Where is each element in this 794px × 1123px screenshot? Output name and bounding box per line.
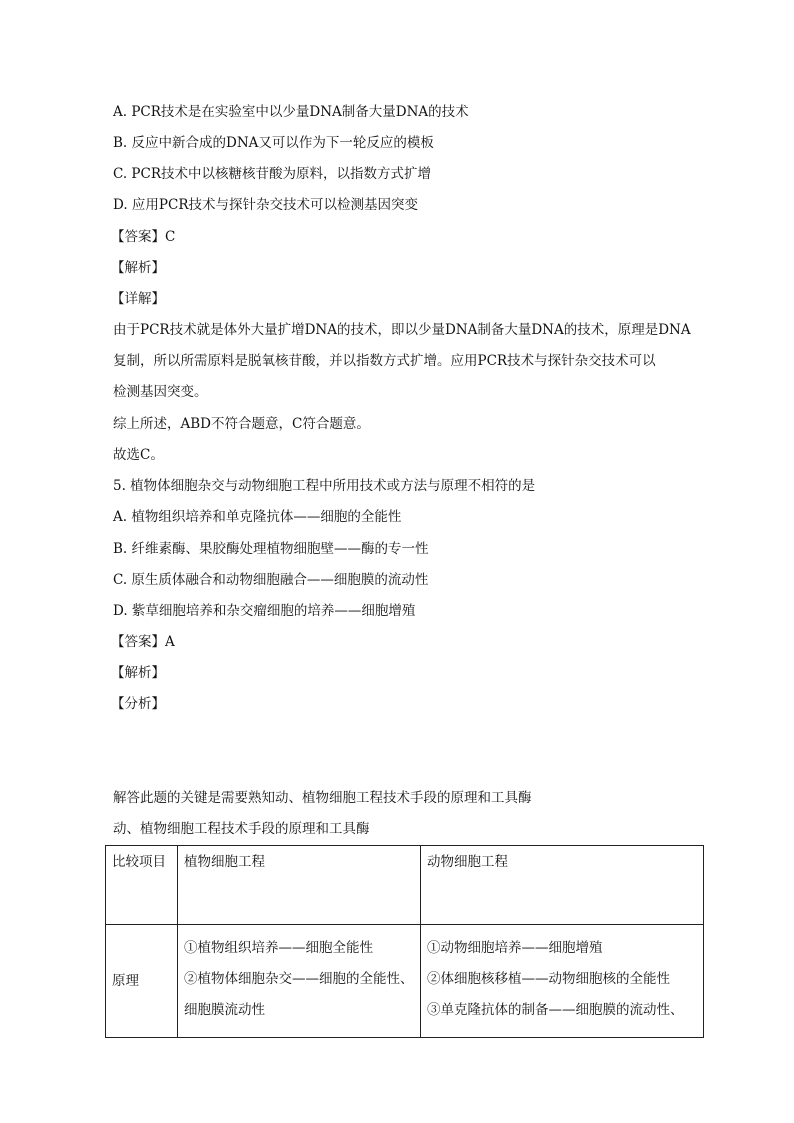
q5-option-a: A. 植物组织培养和单克隆抗体——细胞的全能性 [113,509,402,525]
comparison-table [105,845,704,1038]
table-caption: 动、植物细胞工程技术手段的原理和工具酶 [113,821,370,837]
cell-text: 细胞膜流动性 [184,1002,265,1018]
analysis-label: 【解析】 [111,260,165,276]
cell-text: ②体细胞核移植——动物细胞核的全能性 [427,971,670,987]
option-d: D. 应用PCR技术与探针杂交技术可以检测基因突变 [113,197,419,213]
table-row [106,925,704,1038]
explanation-line-2: 复制，所以所需原料是脱氧核苷酸，并以指数方式扩增。应用PCR技术与探针杂交技术可以 [113,353,656,369]
table-header-cell: 比较项目 [106,846,178,925]
choice-line: 故选C。 [113,447,164,463]
animal-principle-cell [421,925,704,1038]
q5-breakdown-label: 【分析】 [111,696,165,712]
cell-text: ②植物体细胞杂交——细胞的全能性、 [184,971,414,987]
detail-label: 【详解】 [111,291,165,307]
cell-text: ①植物组织培养——细胞全能性 [184,940,373,956]
option-b: B. 反应中新合成的DNA又可以作为下一轮反应的模板 [113,135,434,151]
key-point-line: 解答此题的关键是需要熟知动、植物细胞工程技术手段的原理和工具酶 [113,790,532,806]
answer-label: 【答案】C [111,229,176,245]
q5-option-c: C. 原生质体融合和动物细胞融合——细胞膜的流动性 [113,572,429,588]
plant-principle-cell [178,925,421,1038]
cell-text: ③单克隆抗体的制备——细胞膜的流动性、 [427,1002,684,1018]
question-5: 5. 植物体细胞杂交与动物细胞工程中所用技术或方法与原理不相符的是 [113,478,536,494]
row-label: 原理 [106,925,178,1038]
table-header-row [106,846,704,925]
summary-line: 综上所述，ABD不符合题意，C符合题意。 [113,416,370,432]
option-c: C. PCR技术中以核糖核苷酸为原料，以指数方式扩增 [113,166,432,182]
q5-option-b: B. 纤维素酶、果胶酶处理植物细胞壁——酶的专一性 [113,541,429,557]
explanation-line-1: 由于PCR技术就是体外大量扩增DNA的技术，即以少量DNA制备大量DNA的技术，原理是DNA [113,322,691,338]
table-header-cell: 动物细胞工程 [421,846,704,925]
q5-answer-label: 【答案】A [111,634,175,650]
explanation-line-3: 检测基因突变。 [113,384,208,400]
table-header-cell: 植物细胞工程 [178,846,421,925]
option-a: A. PCR技术是在实验室中以少量DNA制备大量DNA的技术 [113,104,469,120]
q5-option-d: D. 紫草细胞培养和杂交瘤细胞的培养——细胞增殖 [113,603,416,619]
q5-analysis-label: 【解析】 [111,665,165,681]
cell-text: ①动物细胞培养——细胞增殖 [427,940,603,956]
